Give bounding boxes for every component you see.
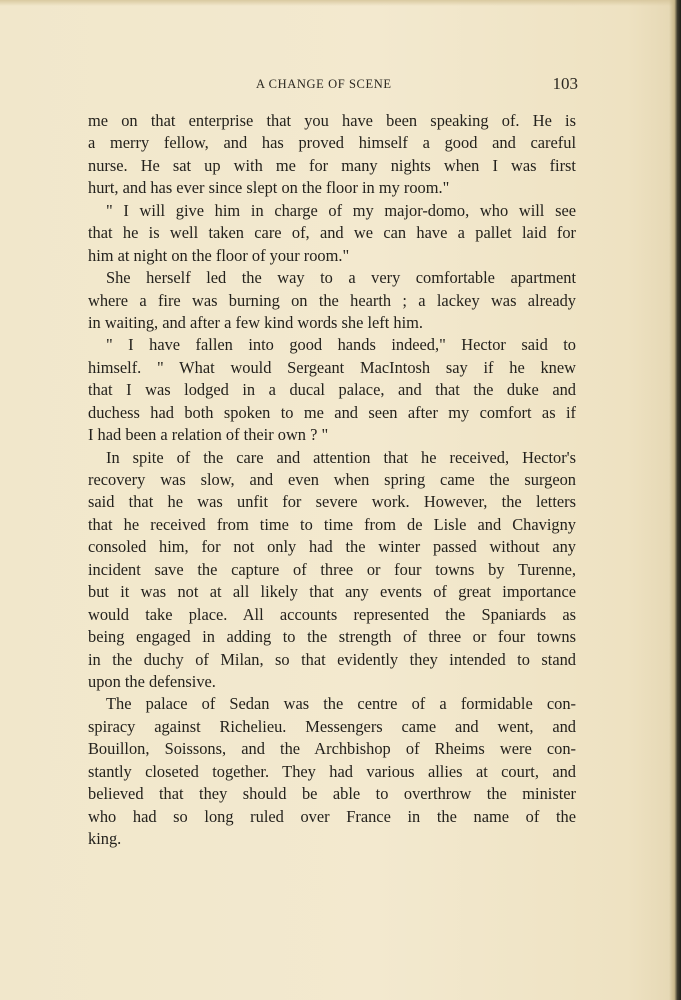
text-line: a merry fellow, and has proved himself a good and careful <box>88 133 576 153</box>
page-header <box>88 74 578 96</box>
page-number: 103 <box>552 74 578 93</box>
text-line: where a fire was burning on the hearth ; a lackey was already <box>88 290 576 310</box>
text-line: king. <box>88 829 122 848</box>
text-line: The palace of Sedan was the centre of a formidable con- <box>106 694 576 714</box>
text-line: I had been a relation of their own ? " <box>88 425 329 445</box>
text-line: in the duchy of Milan, so that evidently they intended to stand <box>88 649 576 669</box>
text-line: She herself led the way to a very comfortable apartment <box>106 268 576 288</box>
text-line: that he is well taken care of, and we can have a pallet laid for <box>88 223 576 243</box>
text-line: duchess had both spoken to me and seen after my comfort as if <box>88 402 576 422</box>
text-line: would take place. All accounts represented the Spaniards as <box>88 604 576 624</box>
text-line: " I will give him in charge of my major-domo, who will see <box>106 200 576 220</box>
text-line: nurse. He sat up with me for many nights when I was first <box>88 155 576 175</box>
running-head: A CHANGE OF SCENE <box>256 77 392 91</box>
text-line: stantly closeted together. They had various allies at court, and <box>88 761 576 781</box>
text-line: that he received from time to time from de Lisle and Chavigny <box>88 514 576 534</box>
text-line: said that he was unfit for severe work. However, the letters <box>88 492 576 512</box>
text-line: recovery was slow, and even when spring came the surgeon <box>88 470 576 489</box>
text-line: believed that they should be able to overthrow the minister <box>88 784 576 804</box>
text-line: him at night on the floor of your room." <box>88 245 350 265</box>
text-line: who had so long ruled over France in the name of the <box>88 806 576 826</box>
text-line: that I was lodged in a ducal palace, and that the duke and <box>88 380 576 400</box>
text-line: " I have fallen into good hands indeed," Hector said to <box>106 335 576 355</box>
text-line: consoled him, for not only had the winter passed without any <box>88 537 576 557</box>
text-line: hurt, and has ever since slept on the floor in my room." <box>88 178 450 198</box>
page-binding-edge <box>669 0 681 1000</box>
text-line: Bouillon, Soissons, and the Archbishop of Rheims were con- <box>88 739 576 759</box>
text-line: being engaged in adding to the strength of three or four towns <box>88 627 576 647</box>
body-text <box>88 110 576 850</box>
page-top-edge <box>0 0 681 6</box>
text-line: me on that enterprise that you have been speaking of. He is <box>88 111 576 130</box>
text-line: in waiting, and after a few kind words she left him. <box>88 312 424 332</box>
text-line: upon the defensive. <box>88 671 216 691</box>
text-line: incident save the capture of three or four towns by Turenne, <box>88 559 576 579</box>
text-line: but it was not at all likely that any events of great importance <box>88 582 576 602</box>
text-line: In spite of the care and attention that he received, Hector's <box>106 447 576 467</box>
text-line: spiracy against Richelieu. Messengers came and went, and <box>88 716 576 736</box>
text-line: himself. " What would Sergeant MacIntosh say if he knew <box>88 357 576 377</box>
